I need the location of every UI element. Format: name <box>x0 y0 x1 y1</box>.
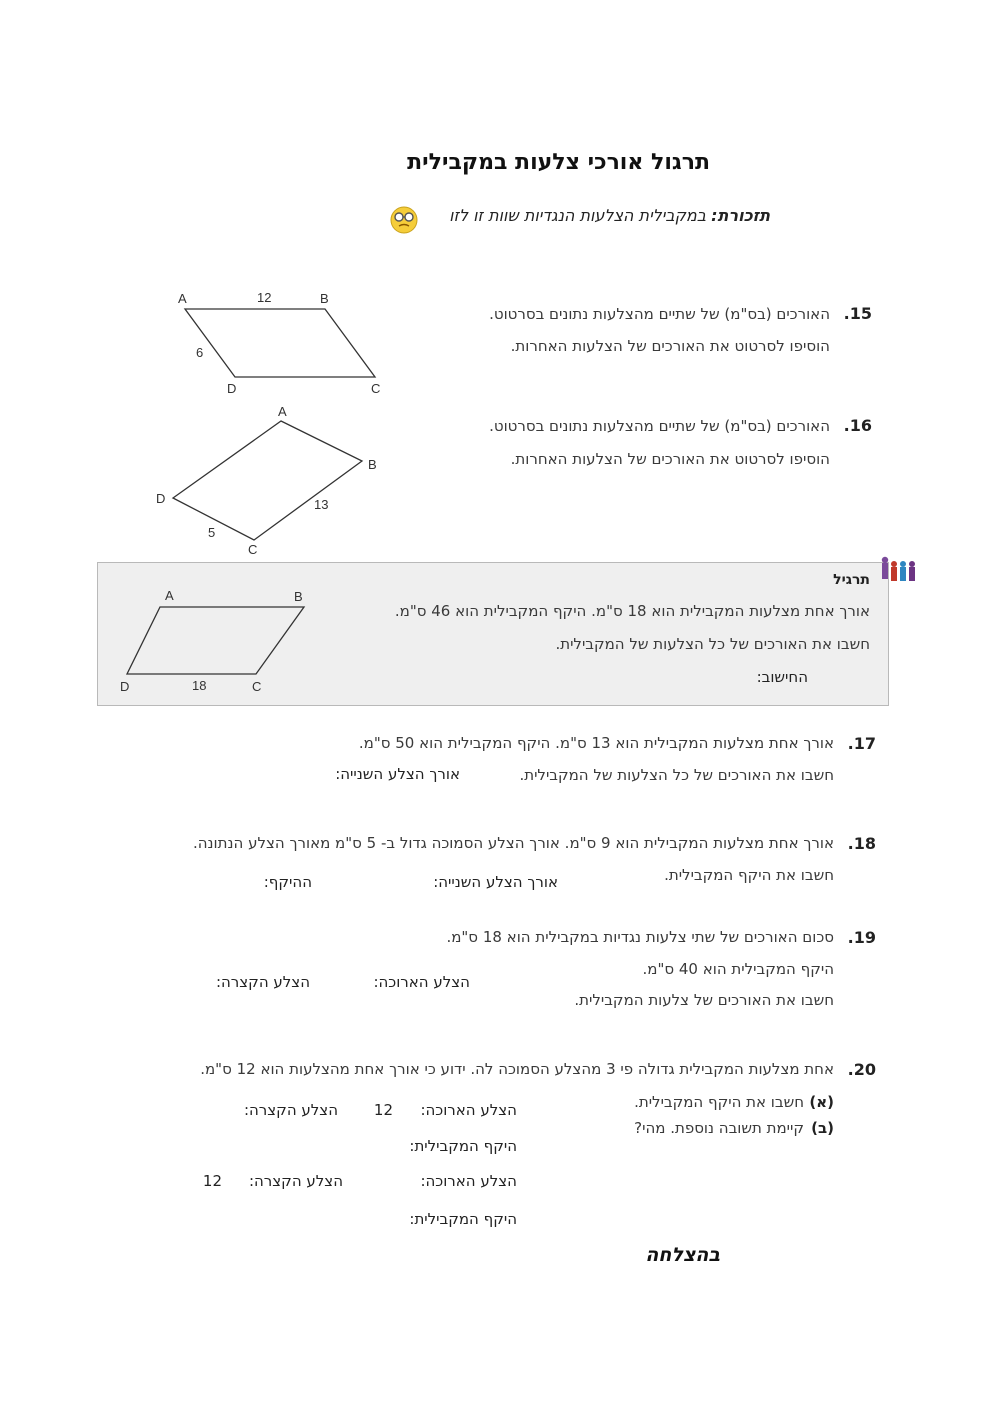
q15-side-left: 6 <box>196 345 204 360</box>
exercise-label-B: B <box>294 589 303 604</box>
q20-row4-perimeter: היקף המקבילית: <box>409 1210 517 1228</box>
q16-label-D: D <box>156 491 166 506</box>
exercise-line1: אורך אחת מצלעות המקבילית הוא 18 ס"מ. היקף המקבילית הוא 46 ס"מ. <box>394 602 870 620</box>
q20-a-text: חשבו את היקף המקבילית. <box>634 1093 804 1111</box>
q20-b-label: (ב) <box>811 1119 834 1137</box>
exercise-parallelogram <box>114 586 314 696</box>
people-group-icon <box>880 555 918 585</box>
q18-line1: אורך אחת מצלעות המקבילית הוא 9 ס"מ. אורך הצלע הסמוכה גדול ב- 5 ס"מ מאורך הצלע הנתונה. <box>192 834 834 852</box>
q15-parallelogram <box>160 288 400 398</box>
exercise-side-bottom: 18 <box>192 678 207 693</box>
q15-number: .15 <box>843 304 872 323</box>
q16-side-right: 13 <box>314 497 329 512</box>
exercise-label-A: A <box>165 588 174 603</box>
closing-text: בהצלחה <box>645 1244 720 1266</box>
q16-line1: האורכים (בס"מ) של שתיים מהצלעות נתונים בסרטוט. <box>489 417 830 435</box>
q20-row3-short-label: הצלע הקצרה: <box>248 1172 343 1190</box>
q15-line2: הוסיפו לסרטוט את האורכים של הצלעות האחרות. <box>510 337 830 355</box>
q20-row3-short-value: 12 <box>202 1172 222 1190</box>
q19-line1: סכום האורכים של שתי צלעות נגדיות במקבילית הוא 18 ס"מ. <box>446 928 834 946</box>
q19-line2: היקף המקבילית הוא 40 ס"מ. <box>642 960 834 978</box>
q16-parallelogram <box>150 402 390 562</box>
q20-row2-perimeter: היקף המקבילית: <box>409 1137 517 1155</box>
q20-number: .20 <box>847 1060 876 1079</box>
q15-label-C: C <box>371 381 381 396</box>
q16-side-bottom: 5 <box>208 525 216 540</box>
exercise-label-D: D <box>120 679 130 694</box>
q20-a-label: (א) <box>809 1093 834 1111</box>
q19-number: .19 <box>847 928 876 947</box>
exercise-label: תרגיל <box>833 572 870 588</box>
q18-answer-side: אורך הצלע השנייה: <box>433 873 558 891</box>
q19-answer-long: הצלע הארוכה: <box>373 973 470 991</box>
q18-line2: חשבו את היקף המקבילית. <box>664 866 834 884</box>
q16-line2: הוסיפו לסרטוט את האורכים של הצלעות האחרות. <box>510 450 830 468</box>
q16-label-C: C <box>248 542 258 557</box>
q17-number: .17 <box>847 734 876 753</box>
reminder <box>440 206 770 225</box>
q19-line3: חשבו את האורכים של צלעות המקבילית. <box>574 991 834 1009</box>
q20-line1: אחת מצלעות המקבילית גדולה פי 3 מהצלע הסמוכה לה. ידוע כי אורך אחת מהצלעות הוא 12 ס"מ. <box>200 1060 834 1078</box>
q18-answer-perimeter: ההיקף: <box>263 873 312 891</box>
q16-number: .16 <box>843 416 872 435</box>
q20-row1-long-value: 12 <box>373 1101 393 1119</box>
exercise-line2: חשבו את האורכים של כל הצלעות של המקבילית. <box>555 635 870 653</box>
q17-answer: אורך הצלע השנייה: <box>335 765 460 783</box>
q20-row1-long-label: הצלע הארוכה: <box>420 1101 517 1119</box>
q15-label-A: A <box>178 291 187 306</box>
reminder-text: במקבילית הצלעות הנגדיות שוות זו לזו <box>449 206 707 225</box>
exercise-calc: החישוב: <box>756 668 808 686</box>
page-title: תרגול אורכי צלעות במקבילית <box>407 150 710 175</box>
q15-label-B: B <box>320 291 329 306</box>
q19-answer-short: הצלע הקצרה: <box>215 973 310 991</box>
q18-number: .18 <box>847 834 876 853</box>
q15-label-D: D <box>227 381 237 396</box>
q15-side-top: 12 <box>257 290 272 305</box>
q16-label-A: A <box>278 404 287 419</box>
q15-line1: האורכים (בס"מ) של שתיים מהצלעות נתונים בסרטוט. <box>489 305 830 323</box>
q17-line1: אורך אחת מצלעות המקבילית הוא 13 ס"מ. היקף המקבילית הוא 50 ס"מ. <box>358 734 834 752</box>
q20-row1-short-label: הצלע הקצרה: <box>243 1101 338 1119</box>
q20-row3-long-label: הצלע הארוכה: <box>420 1172 517 1190</box>
q16-label-B: B <box>368 457 377 472</box>
q17-line2: חשבו את האורכים של כל הצלעות של המקבילית. <box>519 766 834 784</box>
q20-b-text: קיימת תשובה נוספת. מהי? <box>634 1119 804 1137</box>
exercise-label-C: C <box>252 679 262 694</box>
thinking-face-icon <box>388 204 420 236</box>
reminder-label: תזכורת: <box>711 206 770 225</box>
